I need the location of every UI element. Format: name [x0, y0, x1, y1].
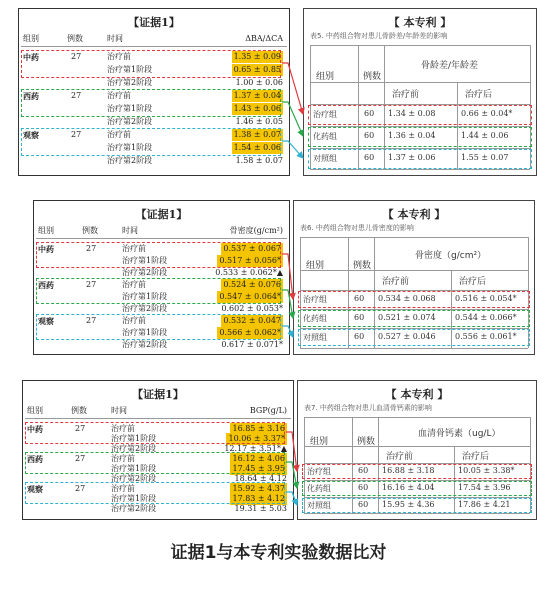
- patent-group: 对照组: [303, 333, 327, 342]
- header-rule: [21, 46, 287, 47]
- grid-row-line: [300, 270, 528, 271]
- patent-before: 16.88 ± 3.18: [382, 466, 435, 475]
- patent-count: 60: [354, 294, 365, 303]
- grid-row-line: [304, 513, 530, 514]
- group-name: 中药: [27, 424, 43, 434]
- value-cell: 1.38 ± 0.07: [233, 130, 281, 139]
- value-cell: 1.00 ± 0.06: [235, 78, 283, 87]
- patent-header-group: 组别: [310, 437, 329, 447]
- grid-row-line: [304, 480, 530, 481]
- group-count: 27: [75, 424, 86, 433]
- evidence-table-2: [33, 200, 290, 355]
- grid-row-line: [310, 169, 530, 170]
- patent-count: 60: [364, 131, 375, 140]
- grid-row-line: [304, 463, 530, 464]
- grid-col-line: [304, 417, 305, 513]
- header-rule: [36, 238, 287, 239]
- value-cell: 1.58 ± 0.07: [235, 156, 283, 165]
- grid-row-line: [300, 328, 528, 329]
- group-count: 27: [86, 280, 97, 289]
- patent-caption: 表6. 中药组合物对患儿骨密度的影响: [300, 224, 414, 232]
- time-label: 治疗第1阶段: [107, 104, 153, 113]
- patent-before: 0.527 ± 0.046: [378, 332, 436, 341]
- time-label: 治疗第1阶段: [122, 256, 168, 265]
- grid-row-line: [300, 290, 528, 291]
- grid-col-line: [528, 237, 529, 348]
- group-name: 西药: [27, 454, 43, 464]
- patent-count: 60: [354, 313, 365, 322]
- time-label: 治疗第2阶段: [111, 444, 157, 453]
- patent-after: 17.54 ± 3.96: [458, 483, 511, 492]
- grid-col-line: [451, 270, 452, 348]
- patent-before: 1.34 ± 0.08: [388, 109, 436, 118]
- group-count: 27: [86, 316, 97, 325]
- patent-count: 60: [358, 483, 369, 492]
- value-cell: 15.92 ± 4.37: [232, 484, 285, 493]
- patent-after: 0.66 ± 0.04*: [461, 109, 513, 118]
- header-metric: 骨密度(g/cm²): [229, 226, 283, 235]
- patent-header-after: 治疗后: [465, 90, 493, 100]
- patent-header-before: 治疗前: [386, 452, 414, 462]
- grid-col-line: [310, 45, 311, 169]
- header-group: 组别: [38, 226, 54, 235]
- value-cell: 16.85 ± 3.16: [232, 424, 285, 433]
- patent-group: 治疗组: [307, 467, 331, 476]
- time-label: 治疗第1阶段: [107, 143, 153, 152]
- patent-group: 化药组: [303, 314, 327, 323]
- patent-after: 0.516 ± 0.054*: [455, 294, 517, 303]
- value-cell: 0.537 ± 0.067: [223, 244, 281, 253]
- patent-before: 15.95 ± 4.36: [382, 500, 435, 509]
- figure-caption: 证据1与本专利实验数据比对: [170, 543, 387, 563]
- grid-col-line: [384, 45, 385, 169]
- patent-before: 0.534 ± 0.068: [378, 294, 436, 303]
- patent-header-count: 例数: [363, 72, 382, 82]
- grid-col-line: [530, 417, 531, 513]
- patent-after: 1.44 ± 0.06: [461, 131, 509, 140]
- time-label: 治疗前: [107, 91, 131, 100]
- grid-row-line: [310, 82, 530, 83]
- header-metric: BGP(g/L): [249, 406, 287, 415]
- time-label: 治疗第1阶段: [122, 292, 168, 301]
- value-cell: 19.31 ± 5.03: [234, 504, 287, 513]
- time-label: 治疗第2阶段: [107, 156, 153, 165]
- time-label: 治疗第1阶段: [107, 65, 153, 74]
- grid-row-line: [304, 446, 530, 447]
- time-label: 治疗第2阶段: [122, 340, 168, 349]
- evidence-title: 【证据1】: [132, 388, 184, 401]
- value-cell: 0.532 ± 0.047: [223, 316, 281, 325]
- time-label: 治疗第2阶段: [107, 78, 153, 87]
- patent-after: 0.556 ± 0.061*: [455, 332, 517, 341]
- value-cell: 1.54 ± 0.06: [233, 143, 281, 152]
- header-time: 时间: [107, 34, 123, 43]
- patent-before: 1.37 ± 0.06: [388, 153, 436, 162]
- patent-header-before: 治疗前: [392, 90, 420, 100]
- patent-group: 化药组: [313, 132, 337, 141]
- header-group: 组别: [27, 406, 43, 415]
- time-label: 治疗第2阶段: [111, 504, 157, 513]
- value-cell: 16.12 ± 4.06: [232, 454, 285, 463]
- time-label: 治疗第2阶段: [107, 117, 153, 126]
- header-count: 例数: [71, 406, 87, 415]
- patent-title: 【 本专利 】: [385, 388, 449, 401]
- patent-count: 60: [354, 332, 365, 341]
- header-time: 时间: [111, 406, 127, 415]
- group-count: 27: [86, 244, 97, 253]
- patent-caption: 表7. 中药组合物对患儿血清骨钙素的影响: [304, 404, 432, 412]
- grid-row-line: [300, 237, 528, 238]
- evidence-table-1: [18, 8, 290, 176]
- patent-count: 60: [364, 109, 375, 118]
- patent-count: 60: [358, 500, 369, 509]
- patent-header-after: 治疗后: [459, 277, 487, 287]
- value-cell: 0.533 ± 0.062*▲: [215, 268, 283, 277]
- value-cell: 0.65 ± 0.85: [233, 65, 281, 74]
- time-label: 治疗第1阶段: [122, 328, 168, 337]
- value-cell: 10.06 ± 3.37*: [228, 434, 285, 443]
- patent-header-count: 例数: [353, 261, 372, 271]
- group-count: 27: [71, 130, 82, 139]
- time-label: 治疗第2阶段: [111, 474, 157, 483]
- grid-row-line: [310, 104, 530, 105]
- group-count: 27: [71, 52, 82, 61]
- header-count: 例数: [67, 34, 83, 43]
- patent-before: 0.521 ± 0.074: [378, 313, 436, 322]
- group-name: 观察: [38, 316, 54, 326]
- time-label: 治疗第2阶段: [122, 268, 168, 277]
- patent-header-group: 组别: [316, 72, 335, 82]
- group-name: 西药: [38, 280, 54, 290]
- patent-header-metric: 骨龄差/年龄差: [421, 61, 479, 71]
- group-name: 观察: [23, 130, 39, 140]
- grid-row-line: [304, 417, 530, 418]
- patent-title: 【 本专利 】: [388, 16, 452, 29]
- patent-count: 60: [364, 153, 375, 162]
- evidence-table-3: [22, 380, 294, 520]
- patent-after: 10.05 ± 3.38*: [458, 466, 515, 475]
- value-cell: 1.46 ± 0.05: [235, 117, 283, 126]
- group-name: 观察: [27, 484, 43, 494]
- patent-header-before: 治疗前: [382, 277, 410, 287]
- patent-table-1: [303, 8, 537, 176]
- patent-header-metric: 血清骨钙素（ug/L）: [418, 429, 501, 439]
- time-label: 治疗第1阶段: [111, 434, 157, 443]
- grid-row-line: [310, 126, 530, 127]
- grid-col-line: [374, 237, 375, 348]
- patent-table-3: [297, 380, 537, 520]
- value-cell: 0.524 ± 0.076: [223, 280, 281, 289]
- group-count: 27: [71, 91, 82, 100]
- patent-table-2: [293, 200, 535, 355]
- header-rule: [25, 418, 291, 419]
- header-metric: ΔBA/ΔCA: [245, 34, 283, 43]
- time-label: 治疗前: [107, 52, 131, 61]
- time-label: 治疗前: [111, 424, 135, 433]
- time-label: 治疗前: [122, 316, 146, 325]
- patent-header-metric: 骨密度（g/cm²）: [415, 251, 487, 261]
- value-cell: 0.566 ± 0.062*: [219, 328, 281, 337]
- group-count: 27: [75, 484, 86, 493]
- time-label: 治疗第2阶段: [122, 304, 168, 313]
- grid-col-line: [300, 237, 301, 348]
- value-cell: 17.83 ± 4.12: [232, 494, 285, 503]
- patent-group: 对照组: [307, 501, 331, 510]
- header-count: 例数: [82, 226, 98, 235]
- time-label: 治疗前: [107, 130, 131, 139]
- value-cell: 0.517 ± 0.056*: [219, 256, 281, 265]
- value-cell: 0.602 ± 0.053*: [221, 304, 283, 313]
- patent-before: 1.36 ± 0.04: [388, 131, 436, 140]
- grid-col-line: [457, 82, 458, 169]
- time-label: 治疗第1阶段: [111, 494, 157, 503]
- value-cell: 12.17 ± 3.51*▲: [224, 444, 287, 453]
- patent-group: 治疗组: [313, 110, 337, 119]
- grid-row-line: [300, 348, 528, 349]
- grid-row-line: [300, 309, 528, 310]
- patent-after: 1.55 ± 0.07: [461, 153, 509, 162]
- time-label: 治疗第1阶段: [111, 464, 157, 473]
- grid-row-line: [310, 148, 530, 149]
- value-cell: 17.45 ± 3.95: [232, 464, 285, 473]
- header-group: 组别: [23, 34, 39, 43]
- value-cell: 1.43 ± 0.06: [233, 104, 281, 113]
- patent-header-after: 治疗后: [462, 452, 490, 462]
- group-name: 西药: [23, 91, 39, 101]
- patent-after: 0.544 ± 0.066*: [455, 313, 517, 322]
- patent-title: 【 本专利 】: [382, 208, 446, 221]
- time-label: 治疗前: [122, 244, 146, 253]
- patent-count: 60: [358, 466, 369, 475]
- grid-col-line: [530, 45, 531, 169]
- group-name: 中药: [23, 52, 39, 62]
- patent-before: 16.16 ± 4.04: [382, 483, 435, 492]
- value-cell: 0.617 ± 0.071*: [221, 340, 283, 349]
- grid-col-line: [454, 446, 455, 513]
- patent-group: 对照组: [313, 154, 337, 163]
- evidence-title: 【证据1】: [128, 16, 180, 29]
- group-name: 中药: [38, 244, 54, 254]
- time-label: 治疗前: [122, 280, 146, 289]
- value-cell: 1.37 ± 0.04: [233, 91, 281, 100]
- grid-col-line: [378, 417, 379, 513]
- patent-after: 17.86 ± 4.21: [458, 500, 511, 509]
- header-time: 时间: [122, 226, 138, 235]
- group-count: 27: [75, 454, 86, 463]
- value-cell: 1.35 ± 0.09: [233, 52, 281, 61]
- grid-row-line: [310, 45, 530, 46]
- grid-col-line: [348, 237, 349, 348]
- evidence-title: 【证据1】: [135, 208, 188, 221]
- patent-group: 治疗组: [303, 295, 327, 304]
- patent-caption: 表5. 中药组合物对患儿骨龄差/年龄差的影响: [310, 32, 448, 40]
- time-label: 治疗前: [111, 454, 135, 463]
- value-cell: 0.547 ± 0.064*: [219, 292, 281, 301]
- grid-row-line: [304, 497, 530, 498]
- value-cell: 18.64 ± 4.12: [234, 474, 287, 483]
- grid-col-line: [358, 45, 359, 169]
- time-label: 治疗前: [111, 484, 135, 493]
- patent-header-group: 组别: [306, 261, 325, 271]
- grid-col-line: [352, 417, 353, 513]
- patent-header-count: 例数: [357, 437, 376, 447]
- patent-group: 化药组: [307, 484, 331, 493]
